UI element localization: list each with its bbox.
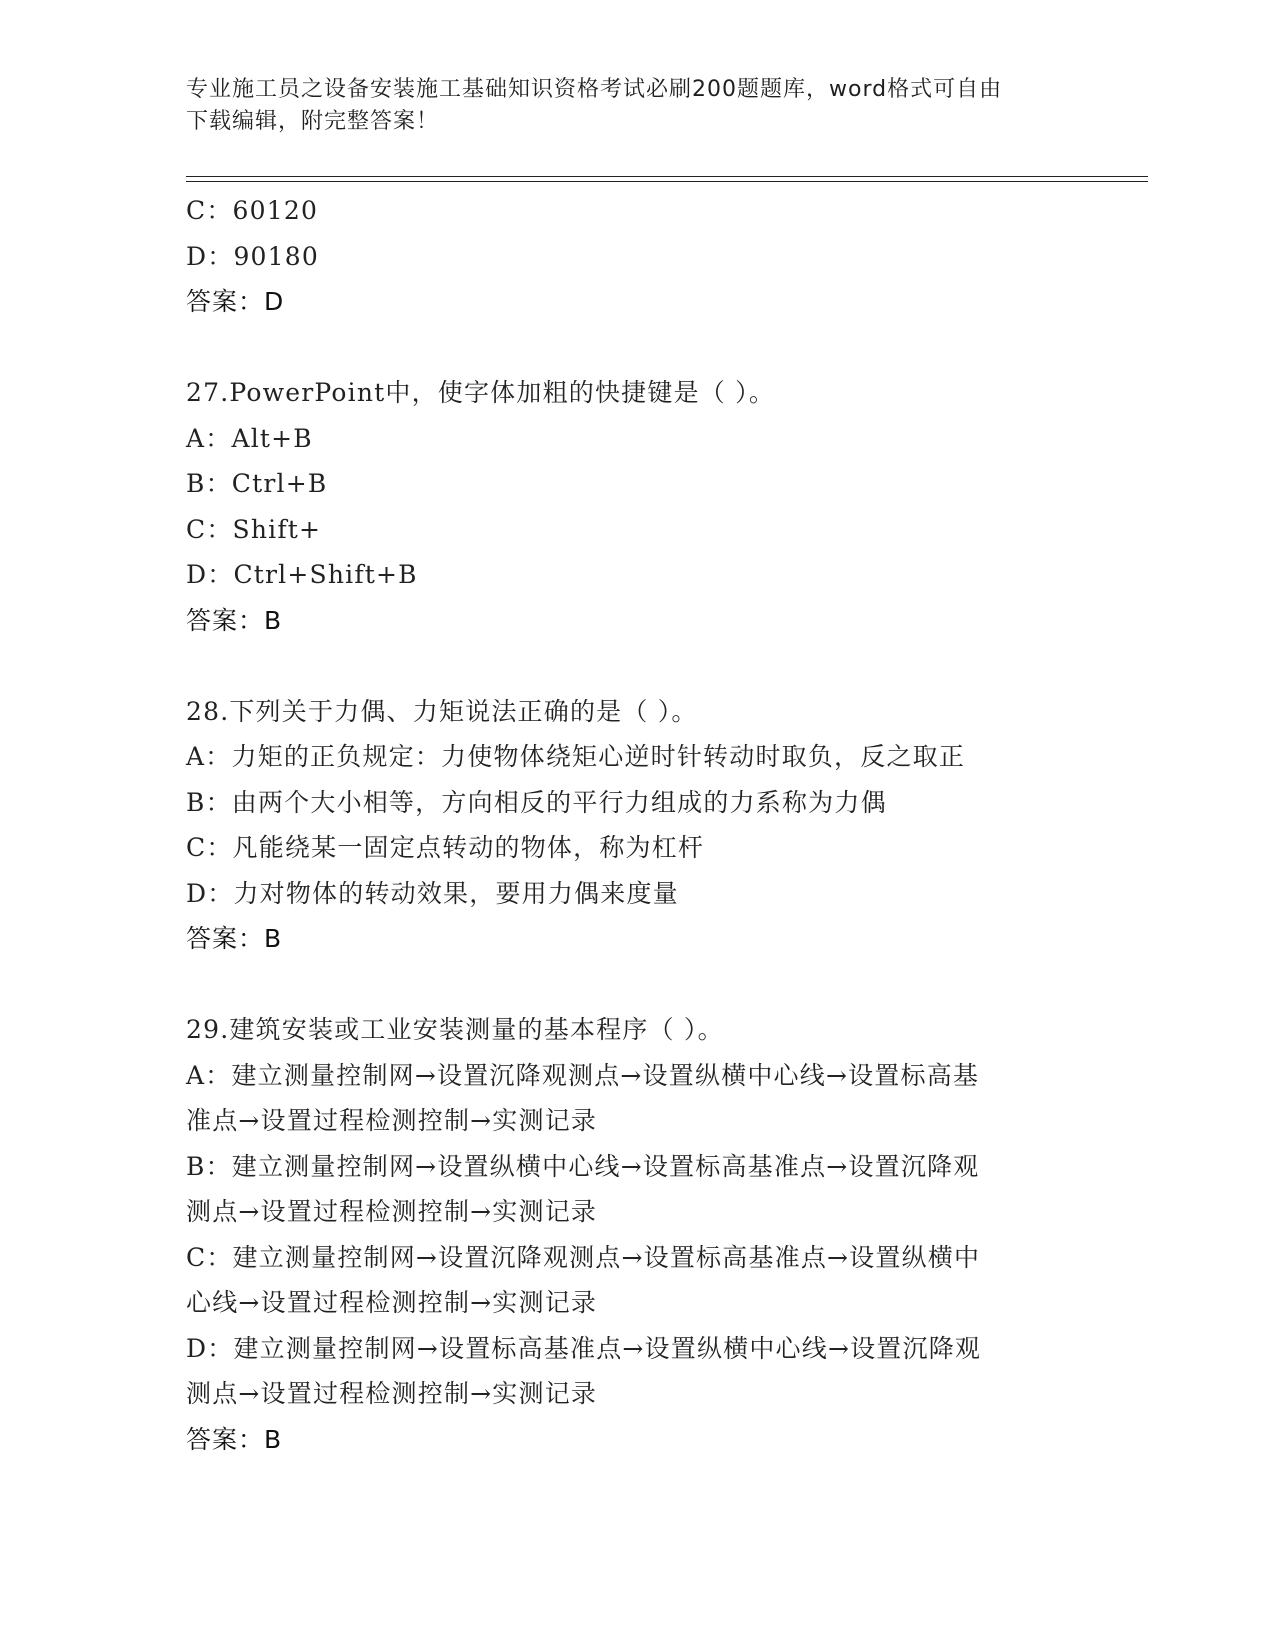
option-a: A：力矩的正负规定：力使物体绕矩心逆时针转动时取负，反之取正 (186, 742, 966, 771)
spacer (186, 643, 1086, 689)
answer-line: 答案：D (186, 287, 285, 316)
spacer (186, 962, 1086, 1008)
spacer (186, 325, 1086, 371)
header-title-line-1: 专业施工员之设备安装施工基础知识资格考试必刷200题题库，word格式可自由 (186, 77, 1003, 102)
option-c: C：60120 (186, 196, 319, 225)
option-c: C：Shift+ (186, 514, 322, 544)
question-28 (186, 689, 1086, 962)
option-d-line-2: 测点→设置过程检测控制→实测记录 (186, 1379, 598, 1408)
header-divider-bottom (186, 181, 1148, 182)
answer-line: 答案：B (186, 1424, 283, 1454)
option-d-line-1: D：建立测量控制网→设置标高基准点→设置纵横中心线→设置沉降观 (186, 1333, 982, 1363)
option-c-line-1: C：建立测量控制网→设置沉降观测点→设置标高基准点→设置纵横中 (186, 1242, 981, 1272)
option-b-line-1: B：建立测量控制网→设置纵横中心线→设置标高基准点→设置沉降观 (186, 1151, 980, 1181)
question-content (186, 188, 1086, 1462)
question-text: 28.下列关于力偶、力矩说法正确的是（ ）。 (186, 696, 698, 726)
option-a-line-2: 准点→设置过程检测控制→实测记录 (186, 1106, 598, 1135)
header-title-line-2: 下载编辑，附完整答案！ (186, 109, 440, 134)
option-a-line-1: A：建立测量控制网→设置沉降观测点→设置纵横中心线→设置标高基 (186, 1060, 980, 1090)
option-b: B：Ctrl+B (186, 469, 328, 498)
question-26-tail (186, 188, 1086, 325)
option-d: D：90180 (186, 241, 319, 271)
answer-line: 答案：B (186, 605, 283, 635)
option-d: D：Ctrl+Shift+B (186, 560, 418, 589)
document-header (186, 74, 1086, 138)
option-c-line-2: 心线→设置过程检测控制→实测记录 (186, 1288, 598, 1317)
answer-line: 答案：B (186, 924, 283, 953)
option-b-line-2: 测点→设置过程检测控制→实测记录 (186, 1197, 598, 1226)
question-text: 29.建筑安装或工业安装测量的基本程序（ ）。 (186, 1015, 724, 1044)
question-29 (186, 1007, 1086, 1462)
option-b: B：由两个大小相等，方向相反的平行力组成的力系称为力偶 (186, 787, 887, 817)
question-text: 27.PowerPoint中，使字体加粗的快捷键是（ ）。 (186, 378, 776, 407)
question-27 (186, 370, 1086, 643)
option-c: C：凡能绕某一固定点转动的物体，称为杠杆 (186, 833, 705, 862)
header-divider-top (186, 176, 1148, 177)
option-d: D：力对物体的转动效果，要用力偶来度量 (186, 878, 679, 908)
option-a: A：Alt+B (186, 423, 313, 453)
